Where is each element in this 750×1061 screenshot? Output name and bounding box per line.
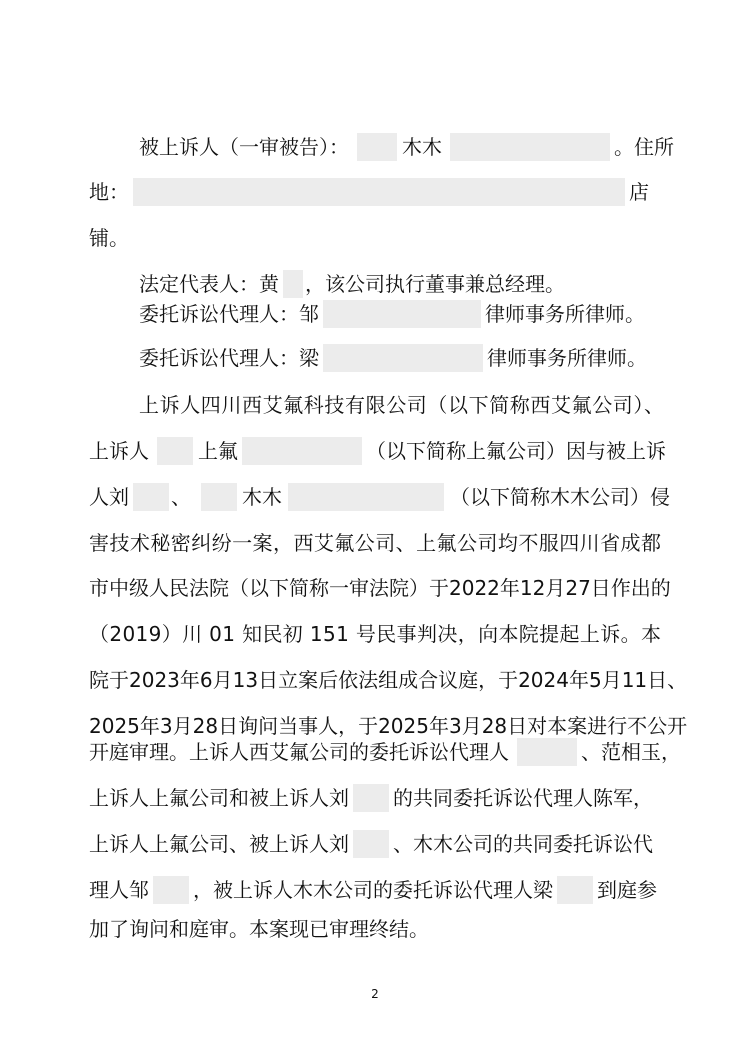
text-segment: （以下简称木木公司）侵	[450, 485, 670, 509]
text-line	[89, 576, 671, 600]
redaction-block	[153, 876, 189, 904]
text-segment: 人刘	[89, 485, 129, 509]
redaction-block	[242, 437, 362, 465]
text-segment: 2025年3月28日询问当事人，于2025年3月28日对本案进行不公开	[89, 714, 688, 738]
redaction-block	[517, 738, 577, 766]
text-segment: 法定代表人：黄	[139, 272, 279, 296]
text-line	[89, 786, 653, 812]
text-segment: 院于2023年6月13日立案后依法组成合议庭，于2024年5月11日、	[89, 668, 688, 692]
text-segment: （以下简称上氟公司）因与被上诉	[366, 439, 666, 463]
text-segment: 上氟	[198, 439, 238, 463]
redaction-block	[157, 437, 193, 465]
text-line	[89, 439, 666, 465]
text-segment: 律师事务所律师。	[485, 302, 645, 326]
text-segment: 木木	[242, 485, 282, 509]
text-line	[89, 832, 653, 858]
text-line	[89, 878, 657, 904]
text-segment: 木木	[402, 135, 442, 159]
text-segment: 理人邹	[89, 878, 149, 902]
text-segment: 市中级人民法院（以下简称一审法院）于2022年12月27日作出的	[89, 576, 671, 600]
text-line	[89, 226, 129, 250]
text-segment: 律师事务所律师。	[487, 346, 647, 370]
text-line	[139, 302, 645, 328]
text-segment: ，被上诉人木木公司的委托诉讼代理人梁	[193, 878, 553, 902]
text-line	[139, 393, 665, 417]
text-segment: ，该公司执行董事兼总经理。	[305, 272, 565, 296]
text-line	[89, 180, 649, 206]
text-line	[89, 531, 661, 555]
text-line	[89, 714, 688, 738]
text-segment: 上诉人四川西艾氟科技有限公司（以下简称西艾氟公司）、	[139, 393, 665, 417]
text-line	[89, 622, 661, 646]
text-line	[89, 485, 670, 511]
text-line	[139, 272, 565, 298]
redaction-block	[133, 483, 169, 511]
text-segment: 加了询问和庭审。本案现已审理终结。	[89, 917, 429, 941]
redaction-block	[323, 300, 481, 328]
text-line	[139, 135, 674, 161]
text-segment: 被上诉人（一审被告）：	[139, 135, 349, 159]
text-line	[139, 346, 647, 372]
text-line	[89, 917, 429, 941]
text-segment: 店	[629, 180, 649, 204]
text-segment: 害技术秘密纠纷一案，西艾氟公司、上氟公司均不服四川省成都	[89, 531, 662, 555]
text-line	[89, 740, 681, 766]
text-segment: 委托诉讼代理人：梁	[139, 346, 319, 370]
text-segment: 、	[171, 485, 191, 509]
redaction-block	[283, 270, 303, 298]
text-segment: 上诉人上氟公司、被上诉人刘	[89, 832, 349, 856]
text-segment: 上诉人上氟公司和被上诉人刘	[89, 786, 349, 810]
text-segment: 的共同委托诉讼代理人陈军，	[393, 786, 653, 810]
text-line	[89, 668, 688, 692]
text-segment: 委托诉讼代理人：邹	[139, 302, 319, 326]
text-segment: 地：	[89, 180, 129, 204]
redaction-block	[323, 344, 483, 372]
text-segment: 、范相玉，	[581, 740, 681, 764]
redaction-block	[450, 133, 610, 161]
redaction-block	[557, 876, 593, 904]
redaction-block	[288, 483, 444, 511]
text-segment: 到庭参	[597, 878, 657, 902]
redaction-block	[201, 483, 237, 511]
text-segment: （2019）川 01 知民初 151 号民事判决，向本院提起上诉。本	[89, 622, 662, 646]
text-segment: 上诉人	[89, 439, 149, 463]
page-number: 2	[371, 987, 379, 1001]
text-segment: 、木木公司的共同委托诉讼代	[393, 832, 653, 856]
text-segment: 。住所	[614, 135, 674, 159]
text-segment: 开庭审理。上诉人西艾氟公司的委托诉讼代理人	[89, 740, 509, 764]
redaction-block	[353, 784, 389, 812]
redaction-block	[357, 133, 397, 161]
text-segment: 铺。	[89, 226, 129, 250]
redaction-block	[353, 830, 389, 858]
redaction-block	[133, 178, 625, 206]
